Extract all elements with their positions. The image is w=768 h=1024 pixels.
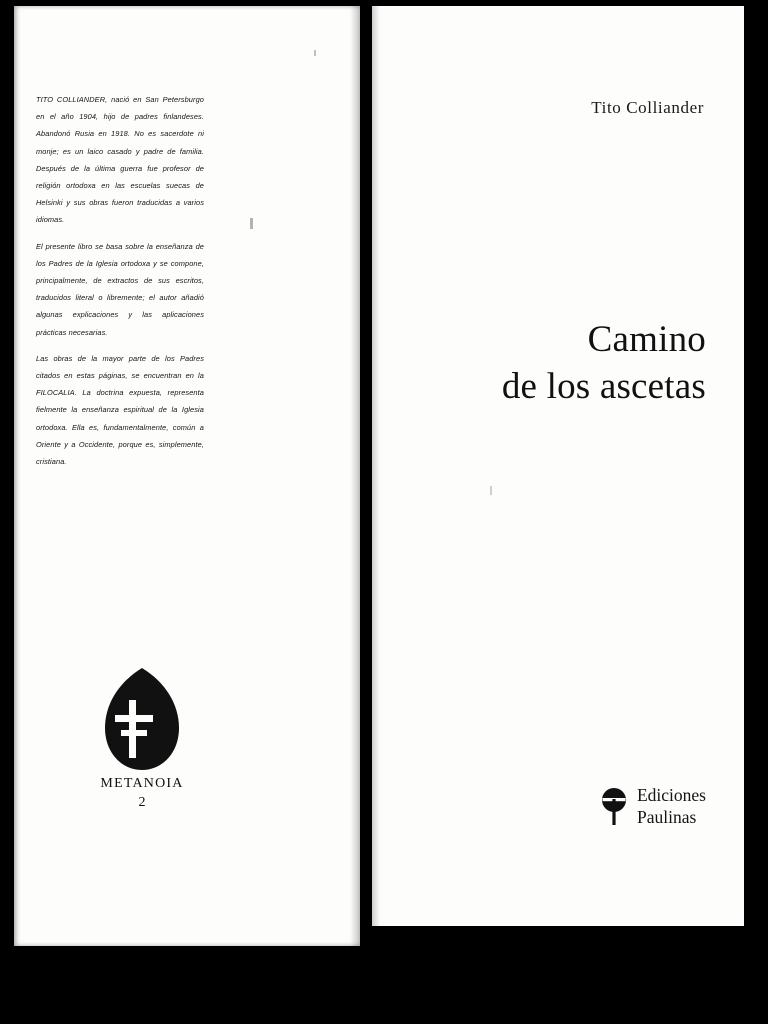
ediciones-paulinas-logo-icon xyxy=(600,786,628,826)
scan-speck xyxy=(490,486,492,495)
metanoia-cross-logo-icon xyxy=(99,666,185,774)
scan-speck xyxy=(314,50,316,56)
blurb-paragraph: TITO COLLIANDER, nació en San Petersburgo en el año 1904, hijo de padres finlandeses. Abandonó Rusia en 1918. No es sacerdote ni monje; es un laico casado y padre de familia. Después de la última guerra fue profesor de religión ortodoxa en las escuelas suecas de Helsinki y sus obras fueron traducidas a varios idiomas. xyxy=(36,95,204,225)
series-number: 2 xyxy=(138,795,146,810)
publisher-name xyxy=(637,784,706,828)
scan-speck xyxy=(250,218,253,229)
author-blurb xyxy=(36,91,204,479)
publisher-block xyxy=(600,784,706,828)
cover-title-line-2: de los ascetas xyxy=(501,366,706,407)
back-flap-page xyxy=(14,6,360,946)
series-logo-block xyxy=(82,666,202,811)
series-name: METANOIA xyxy=(100,776,184,791)
publisher-line-2: Paulinas xyxy=(636,807,697,827)
cover-title xyxy=(502,316,706,410)
publisher-line-1: Ediciones xyxy=(636,785,706,805)
cover-title-line-1: Camino xyxy=(587,319,706,360)
blurb-paragraph: El presente libro se basa sobre la enseñanza de los Padres de la Iglesia ortodoxa y se compone, principalmente, de extractos de sus escritos, traducidos literal o libremente; el autor añadió algunas explicaciones y las aplicaciones prácticas necesarias. xyxy=(36,241,204,337)
front-cover-page xyxy=(372,6,744,926)
cover-author: Tito Colliander xyxy=(591,98,704,117)
blurb-paragraph: Las obras de la mayor parte de los Padres citados en estas páginas, se encuentran en la FILOCALIA. La doctrina expuesta, representa fielmente la enseñanza espiritual de la Iglesia ortodoxa. Ella es, fundamentalmente, común a Oriente y a Occidente, porque es, simplemente, cristiana. xyxy=(36,353,204,467)
